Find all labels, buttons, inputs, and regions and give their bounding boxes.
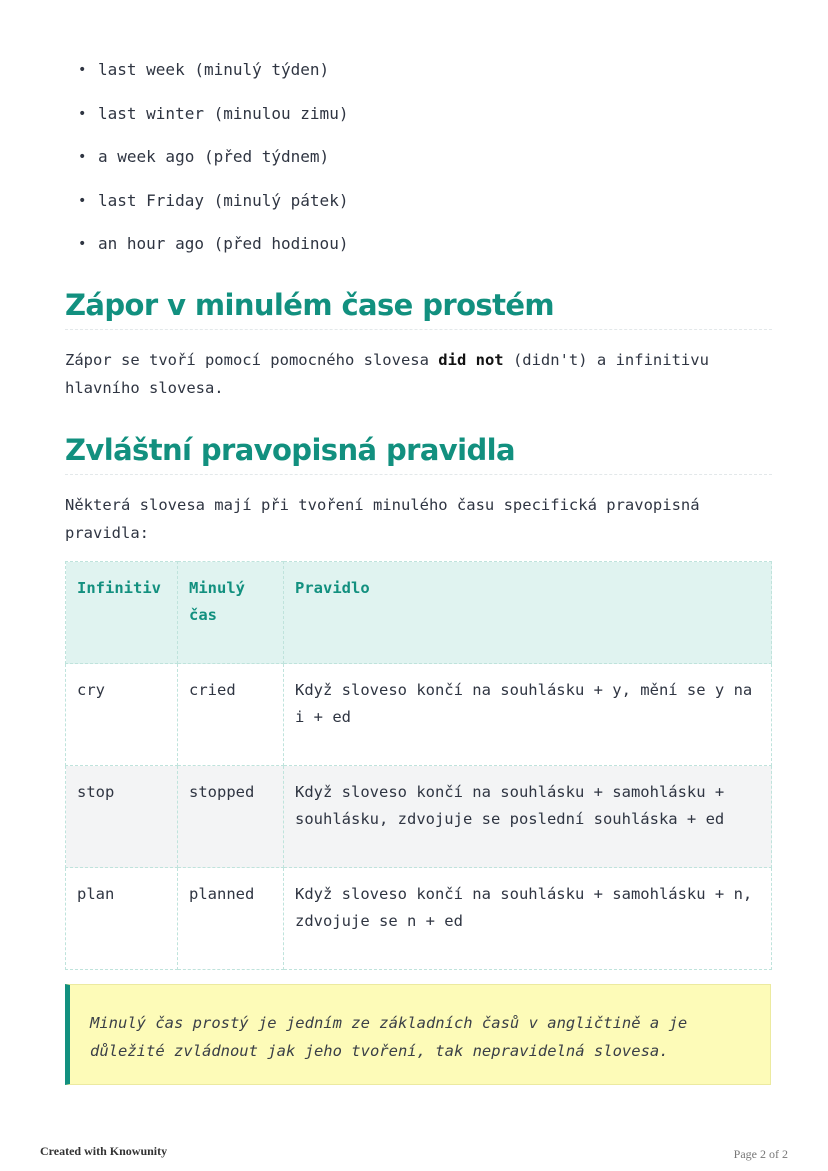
cell-infinitive: plan (66, 868, 178, 970)
cell-rule: Když sloveso končí na souhlásku + samohlásku + n, zdvojuje se n + ed (284, 868, 772, 970)
list-item (78, 188, 348, 232)
cell-infinitive: cry (66, 664, 178, 766)
summary-callout (65, 984, 771, 1085)
table-row (66, 766, 772, 868)
list-item-text: last Friday (minulý pátek) (98, 190, 349, 210)
list-item-text: last week (minulý týden) (98, 60, 330, 79)
list-item (78, 144, 348, 188)
spelling-intro-paragraph: Některá slovesa mají při tvoření minulého času specifická pravopisná pravidla: (65, 496, 700, 542)
cell-past-tense: cried (178, 664, 284, 766)
paragraph-text: (didn't) a infinitivu hlavního slovesa. (65, 351, 709, 397)
column-header-past-tense: Minulý čas (178, 562, 284, 664)
list-item (78, 57, 348, 101)
cell-infinitive: stop (66, 766, 178, 868)
heading-divider (65, 329, 772, 330)
time-expressions-list (78, 57, 348, 275)
list-item-text: an hour ago (před hodinou) (98, 234, 349, 253)
bullet-dot-icon: • (78, 236, 87, 252)
column-header-infinitive: Infinitiv (66, 562, 178, 664)
section-heading-spelling-rules: Zvláštní pravopisná pravidla (65, 433, 515, 467)
negation-paragraph (65, 346, 775, 402)
page-number: Page 2 of 2 (733, 1147, 788, 1161)
cell-past-tense: stopped (178, 766, 284, 868)
bullet-dot-icon: • (78, 192, 87, 209)
footer-credit: Created with Knowunity (40, 1144, 168, 1158)
callout-text: Minulý čas prostý je jedním ze základních časů v angličtině a je důležité zvládnout jak jeho tvoření, tak nepravidelná slovesa. (90, 1014, 688, 1060)
bold-term: did not (438, 351, 504, 369)
list-item-text: a week ago (před týdnem) (98, 147, 330, 166)
cell-rule: Když sloveso končí na souhlásku + samohlásku + souhlásku, zdvojuje se poslední souhláska + ed (284, 766, 772, 868)
cell-past-tense: planned (178, 868, 284, 970)
heading-divider (65, 474, 772, 475)
list-item (78, 231, 348, 275)
bullet-dot-icon: • (78, 62, 87, 78)
bullet-dot-icon: • (78, 149, 87, 165)
cell-rule: Když sloveso končí na souhlásku + y, mění se y na i + ed (284, 664, 772, 766)
section-heading-negation: Zápor v minulém čase prostém (65, 288, 555, 322)
paragraph-text: Zápor se tvoří pomocí pomocného slovesa (65, 351, 439, 369)
column-header-rule: Pravidlo (284, 562, 772, 664)
list-item-text: last winter (minulou zimu) (98, 103, 349, 123)
table-row (66, 868, 772, 970)
table-row (66, 664, 772, 766)
list-item (78, 101, 348, 145)
spelling-rules-table (65, 561, 772, 970)
table-header-row (66, 562, 772, 664)
bullet-dot-icon: • (78, 105, 87, 122)
